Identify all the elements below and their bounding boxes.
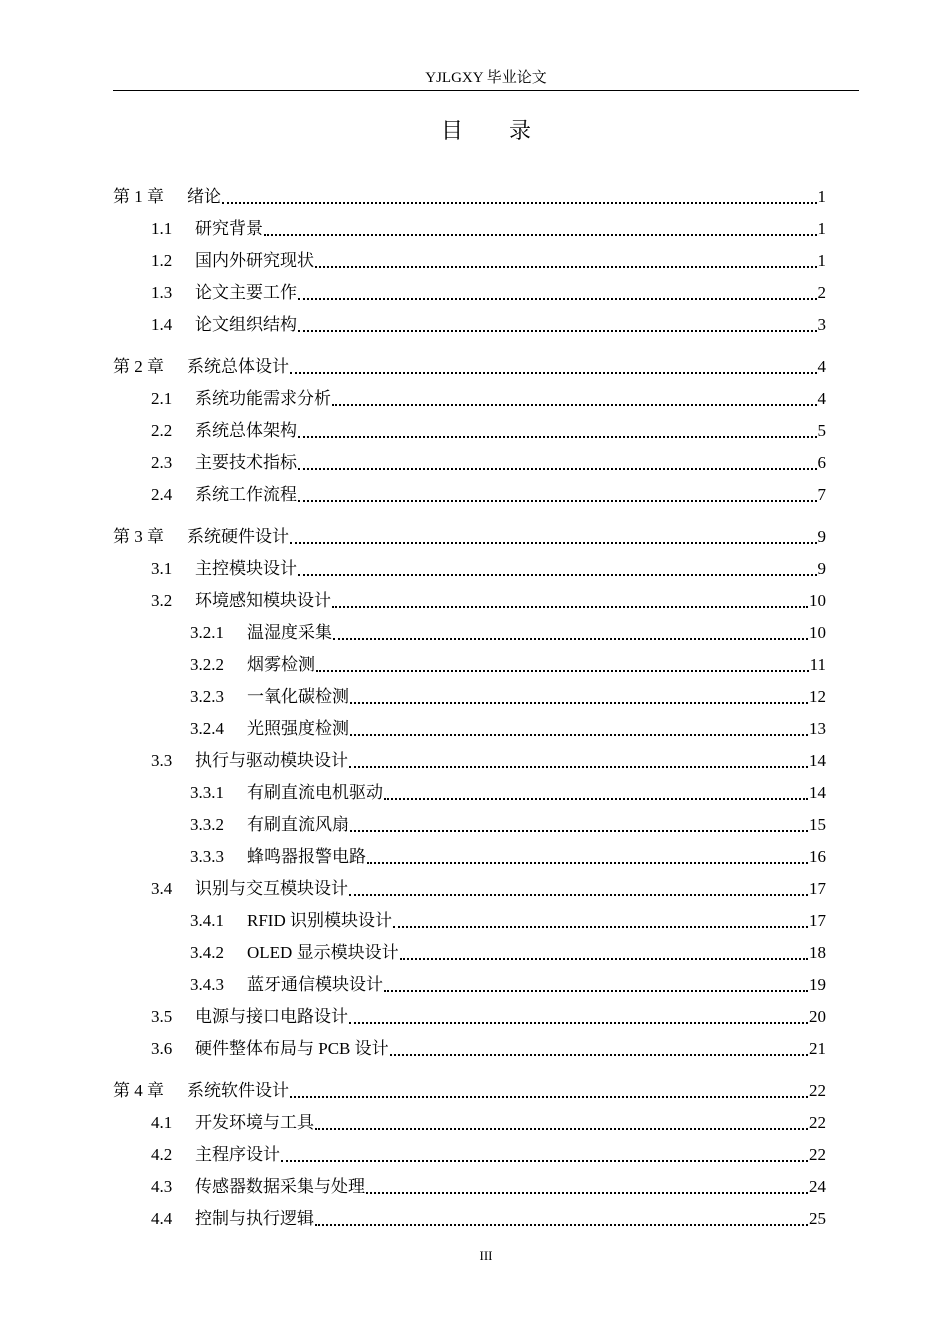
toc-dot-leader [332,394,817,406]
toc-entry[interactable] [113,1175,826,1199]
toc-entry-number: 4.1 [151,1113,173,1132]
toc-entry-number: 第 2 章 [113,357,164,376]
toc-entry[interactable] [113,249,826,273]
toc-dot-leader [290,362,817,374]
toc-entry-page: 10 [809,591,826,610]
toc-entry-title: RFID 识别模块设计 [247,911,392,930]
toc-entry-number: 4.2 [151,1145,173,1164]
toc-entry-title: 电源与接口电路设计 [195,1007,348,1026]
toc-entry-page: 22 [809,1081,826,1100]
toc-entry-number: 3.2 [151,591,173,610]
toc-entry-title: 烟雾检测 [247,655,315,674]
toc-entry[interactable] [113,483,826,507]
toc-entry[interactable] [113,557,826,581]
toc-entry-title: 主要技术指标 [195,453,297,472]
toc-entry[interactable] [113,217,826,241]
toc-dot-leader [298,564,817,576]
toc-entry-page: 20 [809,1007,826,1026]
toc-entry-page: 1 [817,219,826,238]
toc-entry-page: 25 [809,1209,826,1228]
toc-entry-title: 一氧化碳检测 [247,687,349,706]
toc-entry-number: 1.3 [151,283,173,302]
toc-entry[interactable] [113,813,826,837]
toc-entry-number: 3.1 [151,559,173,578]
toc-entry-title: 系统软件设计 [187,1081,289,1100]
toc-entry[interactable] [113,909,826,933]
toc-entry[interactable] [113,1143,826,1167]
toc-entry-page: 9 [817,559,826,578]
toc-entry-title: 蓝牙通信模块设计 [247,975,383,994]
toc-entry-title: 系统工作流程 [195,485,297,504]
toc-entry-title: OLED 显示模块设计 [247,943,399,962]
toc-entry[interactable] [113,877,826,901]
toc-entry-page: 12 [809,687,826,706]
toc-entry-page: 16 [809,847,826,866]
toc-entry-number: 3.3.1 [190,783,224,802]
toc-entry-title: 温湿度采集 [247,623,332,642]
toc-entry[interactable] [113,313,826,337]
toc-entry-title: 执行与驱动模块设计 [195,751,348,770]
toc-entry-page: 4 [817,357,826,376]
toc-entry-title: 系统总体设计 [187,357,289,376]
toc-entry-title: 控制与执行逻辑 [195,1209,314,1228]
toc-entry-number: 3.2.1 [190,623,224,642]
toc-entry-page: 6 [817,453,826,472]
toc-dot-leader [315,256,817,268]
toc-entry-page: 10 [809,623,826,642]
toc-entry[interactable] [113,781,826,805]
toc-entry-title: 硬件整体布局与 PCB 设计 [195,1039,389,1058]
toc-entry-page: 14 [809,783,826,802]
toc-dot-leader [349,756,808,768]
toc-dot-leader [349,884,808,896]
toc-title-char-1: 目 [440,118,463,143]
toc-entry[interactable] [113,419,826,443]
toc-entry-number: 4.4 [151,1209,173,1228]
toc-dot-leader [350,724,808,736]
toc-entry-page: 18 [809,943,826,962]
toc-dot-leader [298,320,817,332]
toc-entry-page: 24 [809,1177,826,1196]
toc-dot-leader [366,1182,808,1194]
header-rule [113,90,859,91]
toc-entry-number: 1.4 [151,315,173,334]
toc-entry-title: 论文组织结构 [195,315,297,334]
toc-entry[interactable] [113,941,826,965]
toc-dot-leader [281,1150,808,1162]
toc-entry-number: 第 1 章 [113,187,164,206]
toc-dot-leader [316,660,809,672]
toc-entry[interactable] [113,355,826,379]
toc-entry-page: 11 [809,655,826,674]
page-header: YJLGXY 毕业论文 [425,70,547,86]
toc-entry-title: 系统硬件设计 [187,527,289,546]
toc-entry-page: 21 [809,1039,826,1058]
toc-entry-number: 3.4.3 [190,975,224,994]
toc-dot-leader [298,458,817,470]
toc-entry-number: 3.4.1 [190,911,224,930]
toc-entry-number: 1.2 [151,251,173,270]
toc-entry-number: 第 4 章 [113,1081,164,1100]
toc-entry-number: 第 3 章 [113,527,164,546]
toc-entry-page: 22 [809,1145,826,1164]
toc-entry[interactable] [113,1037,826,1061]
toc-title-char-2: 录 [509,118,532,143]
toc-entry[interactable] [113,685,826,709]
toc-entry-title: 系统功能需求分析 [195,389,331,408]
toc-entry[interactable] [113,589,826,613]
toc-entry[interactable] [113,1079,826,1103]
toc-entry-title: 主程序设计 [195,1145,280,1164]
toc-entry[interactable] [113,525,826,549]
toc-entry-page: 1 [817,187,826,206]
toc-entry-title: 有刷直流风扇 [247,815,349,834]
toc-entry-title: 有刷直流电机驱动 [247,783,383,802]
toc-entry-page: 1 [817,251,826,270]
toc-entry-number: 3.6 [151,1039,173,1058]
toc-entry-page: 17 [809,879,826,898]
toc-dot-leader [384,788,808,800]
toc-entry[interactable] [113,845,826,869]
toc-dot-leader [315,1118,808,1130]
toc-dot-leader [384,980,808,992]
toc-entry[interactable] [113,387,826,411]
toc-entry-page: 22 [809,1113,826,1132]
toc-dot-leader [298,490,817,502]
toc-entry-number: 3.5 [151,1007,173,1026]
toc-entry-page: 5 [817,421,826,440]
toc-entry-title: 开发环境与工具 [195,1113,314,1132]
toc-entry[interactable] [113,451,826,475]
toc-entry-title: 传感器数据采集与处理 [195,1177,365,1196]
toc-entry-title: 国内外研究现状 [195,251,314,270]
toc-dot-leader [333,628,808,640]
toc-entry-number: 1.1 [151,219,173,238]
toc-entry[interactable] [113,1207,826,1231]
toc-entry[interactable] [113,653,826,677]
toc-entry-number: 2.4 [151,485,173,504]
toc-entry-page: 13 [809,719,826,738]
toc-entry-number: 2.1 [151,389,173,408]
toc-entry-title: 蜂鸣器报警电路 [247,847,366,866]
toc-dot-leader [400,948,808,960]
toc-dot-leader [332,596,808,608]
toc-entry-page: 15 [809,815,826,834]
toc-entry-title: 研究背景 [195,219,263,238]
toc-entry[interactable] [113,1005,826,1029]
toc-dot-leader [290,1086,808,1098]
toc-entry[interactable] [113,1111,826,1135]
toc-entry-number: 2.3 [151,453,173,472]
toc-entry[interactable] [113,749,826,773]
toc-dot-leader [222,192,817,204]
toc-title [113,116,859,146]
toc-dot-leader [349,1012,808,1024]
toc-entry-page: 14 [809,751,826,770]
toc-entry-number: 3.4 [151,879,173,898]
toc-entry[interactable] [113,185,826,209]
toc-entry-page: 2 [817,283,826,302]
toc-dot-leader [290,532,817,544]
toc-entry-number: 3.3 [151,751,173,770]
toc-entry-number: 2.2 [151,421,173,440]
toc-dot-leader [298,288,817,300]
toc-dot-leader [264,224,817,236]
toc-dot-leader [390,1044,808,1056]
toc-entry-page: 3 [817,315,826,334]
toc-entry-number: 3.2.4 [190,719,224,738]
toc-entry-page: 4 [817,389,826,408]
toc-entry-page: 17 [809,911,826,930]
toc-entry[interactable] [113,621,826,645]
toc-entry[interactable] [113,281,826,305]
toc-entry[interactable] [113,717,826,741]
toc-entry-number: 3.2.2 [190,655,224,674]
toc-entry-number: 3.2.3 [190,687,224,706]
toc-entry-title: 光照强度检测 [247,719,349,738]
toc-dot-leader [350,692,808,704]
toc-entry-number: 3.4.2 [190,943,224,962]
toc-entry-page: 19 [809,975,826,994]
toc-entry-title: 论文主要工作 [195,283,297,302]
toc-entry-title: 识别与交互模块设计 [195,879,348,898]
toc-entry-title: 系统总体架构 [195,421,297,440]
toc-entry-title: 主控模块设计 [195,559,297,578]
toc-entry-title: 环境感知模块设计 [195,591,331,610]
toc-entry-number: 3.3.3 [190,847,224,866]
page-number: III [479,1248,493,1263]
toc-entry[interactable] [113,973,826,997]
toc-dot-leader [393,916,808,928]
toc-dot-leader [350,820,808,832]
toc-dot-leader [315,1214,808,1226]
toc-dot-leader [298,426,817,438]
toc-entry-page: 9 [817,527,826,546]
toc-entry-title: 绪论 [187,187,221,206]
toc-entry-number: 4.3 [151,1177,173,1196]
toc-entry-number: 3.3.2 [190,815,224,834]
toc-entry-page: 7 [817,485,826,504]
toc-dot-leader [367,852,808,864]
